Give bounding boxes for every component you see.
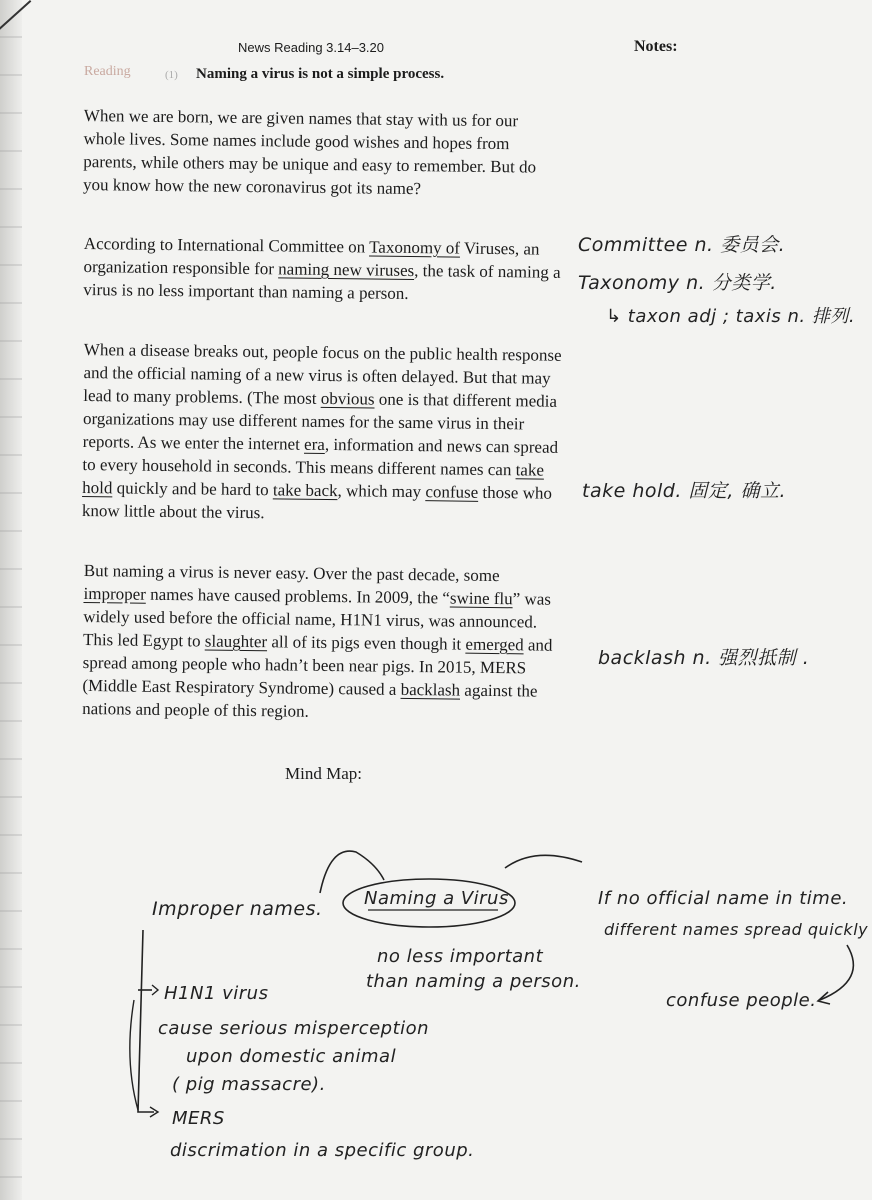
text-segment: Viruses, an organization responsible for <box>83 238 540 279</box>
underlined-term: confuse <box>425 482 479 502</box>
right-note-3: confuse people. <box>666 990 817 1011</box>
text-segment: , which may <box>337 481 426 502</box>
branch-curve <box>130 1000 138 1110</box>
underlined-term: emerged <box>465 634 524 655</box>
improper-names-label: Improper names. <box>152 898 323 920</box>
text-segment: , the task of naming a virus is no less important than naming a person. <box>83 261 561 303</box>
notes-title: Notes: <box>634 38 678 55</box>
header-title: News Reading 3.14–3.20 <box>238 40 384 55</box>
mers-label: MERS <box>172 1108 225 1129</box>
underlined-term: take back <box>272 480 338 501</box>
note-taxon: ↳ taxon adj ; taxis n. 排列. <box>606 306 856 327</box>
text-segment: When we are born, we are given names that stay with us for our whole lives. Some names include good wishes and hopes from parents, while others may be unique and easy to remember. But do you know how the new coronavirus got its name? <box>82 105 537 199</box>
underlined-term: improper <box>83 583 147 604</box>
text-segment: one is that different media organizations may use different names for the same virus in their reports. As we enter the internet <box>82 389 558 454</box>
text-segment: those who know little about the virus. <box>81 482 553 523</box>
underlined-term: backlash <box>400 679 461 700</box>
h1n1-detail-1: cause serious misperception <box>158 1018 430 1039</box>
reading-title: Naming a virus is not a simple process. <box>196 66 445 82</box>
text-segment: But naming a virus is never easy. Over the past decade, some <box>83 560 500 586</box>
underlined-term: swine flu <box>449 588 513 609</box>
text-segment: against the nations and people of this region. <box>82 680 538 721</box>
text-segment: and spread among people who hadn’t been near pigs. In 2015, MERS (Middle East Respiratory Syndrome) caused a <box>82 635 553 699</box>
underlined-term: Taxonomy of <box>369 237 461 258</box>
text-segment: all of its pigs even though it <box>267 632 466 654</box>
h1n1-detail-3: ( pig massacre). <box>172 1074 326 1095</box>
note-committee: Committee n. 委员会. <box>578 234 786 256</box>
text-segment: ” was widely used before the official name, H1N1 virus, was announced. This led Egypt to <box>82 589 552 651</box>
underlined-term: obvious <box>320 388 375 409</box>
underlined-term: era <box>304 434 326 454</box>
center-note-1: no less important <box>377 946 544 967</box>
right-note-1: If no official name in time. <box>598 888 849 909</box>
text-segment: names have caused problems. In 2009, the “ <box>145 584 451 608</box>
h1n1-detail-2: upon domestic animal <box>186 1046 397 1067</box>
right-note-2: different names spread quickly <box>604 920 869 939</box>
right-curve-arrow <box>820 945 853 1000</box>
text-segment: , information and news can spread to every household in seconds. This means different names can <box>82 434 559 480</box>
left-arc <box>320 851 384 893</box>
text-segment: According to International Committee on <box>83 233 370 257</box>
underlined-term: slaughter <box>204 631 268 652</box>
h1n1-label: H1N1 virus <box>164 983 269 1004</box>
mind-map-label: Mind Map: <box>285 764 362 783</box>
mind-map-center: Naming a Virus <box>364 888 509 909</box>
h1n1-arrowhead <box>152 985 158 995</box>
reading-label: Reading <box>84 64 131 79</box>
reading-number: (1) <box>165 69 178 81</box>
underlined-term: naming new viruses <box>278 259 415 281</box>
left-branch-line <box>138 930 154 1112</box>
note-taxonomy: Taxonomy n. 分类学. <box>578 272 777 294</box>
underlined-term: take hold <box>82 460 545 498</box>
note-backlash: backlash n. 强烈抵制 . <box>598 647 810 669</box>
right-arc <box>505 855 582 868</box>
center-note-2: than naming a person. <box>366 971 581 992</box>
mers-detail: discrimation in a specific group. <box>170 1140 475 1161</box>
note-take-hold: take hold. 固定, 确立. <box>582 480 787 502</box>
text-segment: When a disease breaks out, people focus on the public health response and the official naming of a new virus is often delayed. But that may lead to many problems. (The most <box>83 339 562 408</box>
text-segment: quickly and be hard to <box>112 478 274 500</box>
